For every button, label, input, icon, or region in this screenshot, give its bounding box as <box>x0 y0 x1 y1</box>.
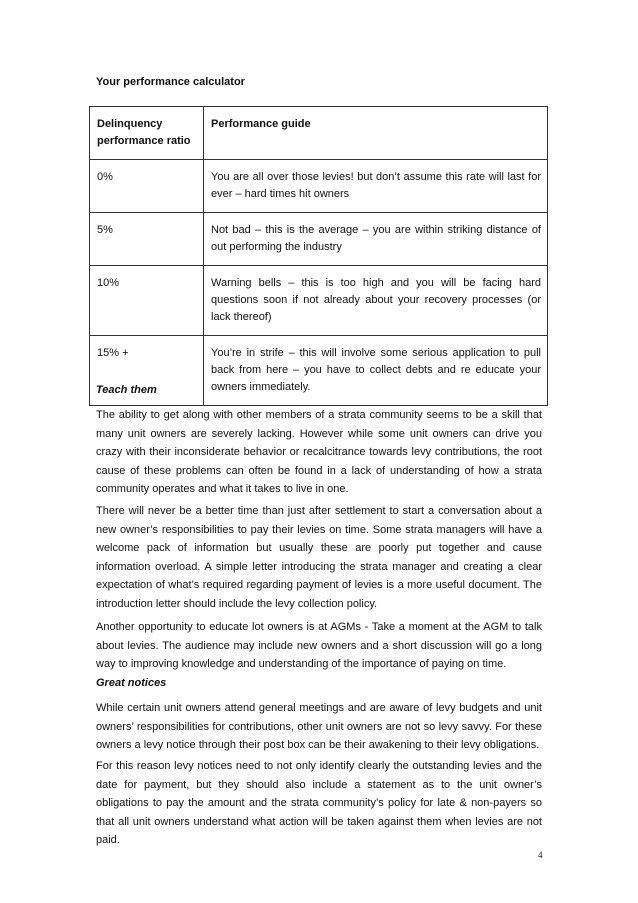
paragraph: The ability to get along with other members of a strata community seems to be a skill that many unit owners are severely lacking. However while some unit owners can drive you crazy with their inconsiderate behavior or recalcitrance towards levy contributions, the root cause of these problems can often be found in a lack of understanding of how a strata community operates and what it takes to live in one. <box>96 409 542 496</box>
section-heading: Teach them <box>96 384 157 396</box>
ratio-cell: 10% <box>90 266 204 336</box>
paragraph: For this reason levy notices need to not only identify clearly the outstanding levies and the date for payment, but they should also include a statement as to the unit owner’s obligations to pay the amount and the strata community’s policy for late & non-payers so that all unit owners understand what action will be taken against them when levies are not paid. <box>96 760 542 847</box>
page-number: 4 <box>538 850 543 860</box>
table-row <box>90 213 548 266</box>
ratio-cell: 15% + <box>90 336 204 406</box>
ratio-cell: 5% <box>90 213 204 266</box>
table-header-cell: Delinquency performance ratio <box>90 107 204 160</box>
table-row <box>90 336 548 406</box>
table-header-row <box>90 107 548 160</box>
guide-cell: You’re in strife – this will involve some serious application to pull back from here – you have to collect debts and re educate your owners immediately. <box>204 336 548 406</box>
guide-cell: Not bad – this is the average – you are within striking distance of out performing the industry <box>204 213 548 266</box>
paragraph: Another opportunity to educate lot owners is at AGMs - Take a moment at the AGM to talk about levies. The audience may include new owners and a short discussion will go a long way to improving knowledge and understanding of the importance of paying on time. <box>96 621 542 671</box>
ratio-cell: 0% <box>90 160 204 213</box>
table-row <box>90 266 548 336</box>
paragraph: While certain unit owners attend general meetings and are aware of levy budgets and unit owners’ responsibilities for contributions, other unit owners are not so levy savvy. For these owners a levy notice through their post box can be their awakening to their levy obligations. <box>96 702 542 752</box>
performance-table <box>89 106 548 406</box>
page-title: Your performance calculator <box>96 76 245 88</box>
guide-cell: You are all over those levies! but don’t assume this rate will last for ever – hard times hit owners <box>204 160 548 213</box>
paragraph: There will never be a better time than just after settlement to start a conversation about a new owner’s responsibilities to pay their levies on time. Some strata managers will have a welcome pack of information but usually these are poorly put together and cause information overload. A simple letter introducing the strata manager and creating a clear expectation of what’s required regarding payment of levies is a more useful document. The introduction letter should include the levy collection policy. <box>96 505 542 610</box>
table-header-cell: Performance guide <box>204 107 548 160</box>
guide-cell: Warning bells – this is too high and you will be facing hard questions soon if not already about your recovery processes (or lack thereof) <box>204 266 548 336</box>
table-row <box>90 160 548 213</box>
section-heading: Great notices <box>96 677 167 689</box>
